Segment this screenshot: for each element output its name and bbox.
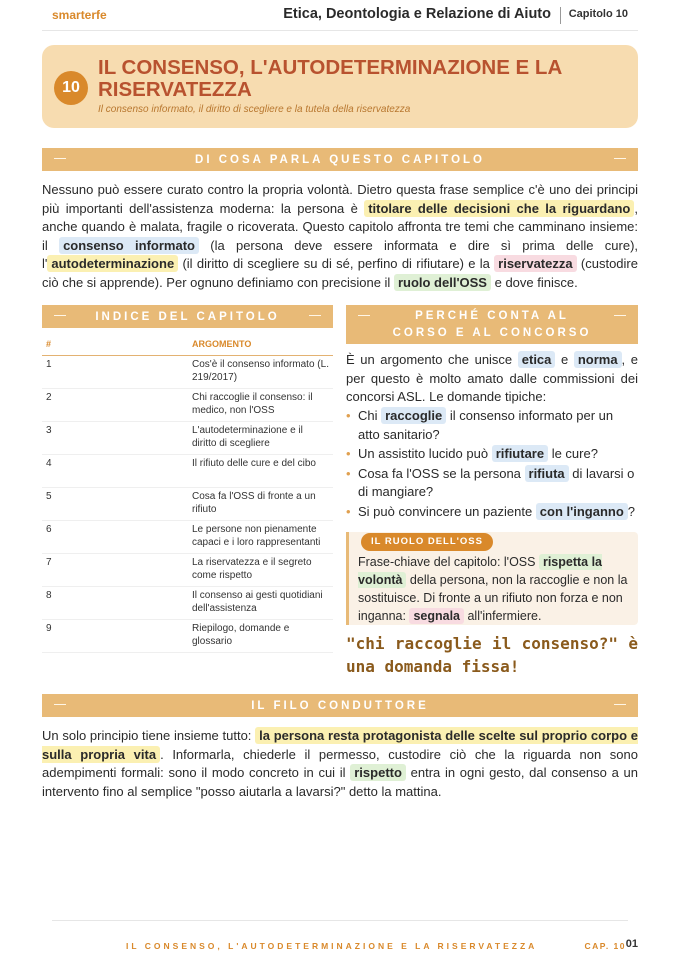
chapter-label: Capitolo 10 xyxy=(568,8,628,20)
row-topic: Il consenso ai gesti quotidiani dell'assistenza xyxy=(188,587,333,620)
footer-chapter-label: CAP. 10 xyxy=(584,941,626,951)
page-number: 01 xyxy=(625,938,638,950)
typical-questions-list xyxy=(346,407,638,523)
intro-text-1: Nessuno può essere curato contro la propria volontà. Dietro questa frase semplice c'è uno dei principi più importanti dell'assistenza moderna: la persona è xyxy=(42,182,638,216)
row-topic: Le persone non pienamente capaci e i loro rappresentanti xyxy=(188,521,333,554)
role-text-2: della persona, non la raccoglie e non la sostituisce. Di fronte a un rifiuto non forza e non inganna: xyxy=(358,573,628,623)
row-topic: L'autodeterminazione e il diritto di scegliere xyxy=(188,422,333,455)
heading-dash-right xyxy=(614,704,626,705)
table-row xyxy=(42,488,333,521)
oss-role-callout xyxy=(346,532,638,625)
table-row xyxy=(42,422,333,455)
list-item xyxy=(346,407,638,444)
footer-chapter-title: IL CONSENSO, L'AUTODETERMINAZIONE E LA RISERVATEZZA xyxy=(126,941,538,951)
highlight-persona-protagonista: la persona resta protagonista delle scelte sul proprio corpo e sulla propria vita xyxy=(42,728,638,762)
why-text-1: È un argomento che unisce xyxy=(346,352,518,367)
highlight-autodeterminazione: autodeterminazione xyxy=(47,255,178,272)
table-row xyxy=(42,521,333,554)
highlight-segnala: segnala xyxy=(409,608,464,624)
brand-name: smarterfe xyxy=(52,8,107,22)
highlight-titolare: titolare delle decisioni che la riguardano xyxy=(364,200,634,217)
chapter-hero xyxy=(42,45,638,128)
chapter-number-badge: 10 xyxy=(54,71,88,105)
row-topic: Riepilogo, domande e glossario xyxy=(188,620,333,653)
question-text: di lavarsi o di mangiare? xyxy=(358,465,635,500)
highlight-inganno: con l'inganno xyxy=(536,503,628,520)
question-text: Cosa fa l'OSS se la persona xyxy=(358,465,525,481)
why-heading-text: PERCHÉ CONTA AL CORSO E AL CONCORSO xyxy=(392,309,592,339)
table-row xyxy=(42,620,333,653)
row-number: 5 xyxy=(42,488,188,521)
bullet-icon: • xyxy=(346,465,351,481)
intro-heading-text: DI COSA PARLA QUESTO CAPITOLO xyxy=(195,153,485,166)
highlight-rifiuta: rifiuta xyxy=(525,465,569,482)
thread-text-2: . Informarla, chiederle il permesso, custodire ciò che la riguarda non sono adempimenti formali: sono il modo concreto in cui il xyxy=(42,746,638,781)
oss-role-text xyxy=(358,553,634,625)
bullet-icon: • xyxy=(346,503,351,519)
row-topic: Cosa fa l'OSS di fronte a un rifiuto xyxy=(188,488,333,521)
role-text-3: all'infermiere. xyxy=(464,609,542,623)
row-number: 4 xyxy=(42,455,188,488)
index-heading-text: INDICE DEL CAPITOLO xyxy=(95,310,280,323)
row-number: 3 xyxy=(42,422,188,455)
intro-text-6: e dove finisce. xyxy=(490,274,578,290)
intro-text-2: , anche quando è malata, fragile o ricoverata. Questo capitolo affronta tre temi che camminano insieme: il xyxy=(42,200,638,253)
page-header xyxy=(42,5,638,31)
thread-section-heading xyxy=(42,694,638,717)
row-number: 8 xyxy=(42,587,188,620)
row-number: 7 xyxy=(42,554,188,587)
highlight-ruolo-oss: ruolo dell'OSS xyxy=(394,274,491,291)
highlight-norma: norma xyxy=(574,351,622,368)
table-row xyxy=(42,455,333,488)
row-number: 2 xyxy=(42,389,188,422)
list-item xyxy=(346,445,638,464)
question-text: Chi xyxy=(358,408,382,423)
why-text-2: e xyxy=(555,352,574,367)
thread-paragraph xyxy=(42,727,638,801)
footer-divider xyxy=(52,920,628,921)
heading-dash-right xyxy=(614,158,626,159)
question-text: le cure? xyxy=(548,446,598,462)
intro-paragraph xyxy=(42,181,638,293)
thread-heading-text: IL FILO CONDUTTORE xyxy=(251,699,429,712)
table-row xyxy=(42,587,333,620)
chapter-index-table xyxy=(42,333,333,653)
column-header-topic: ARGOMENTO xyxy=(188,333,333,356)
question-text: Si può convincere un paziente xyxy=(358,503,536,519)
thread-text-3: entra in ogni gesto, dal consenso a un intervento fino al semplice "posso aiutarla a lavarsi?" detto la mattina. xyxy=(42,765,638,799)
row-number: 6 xyxy=(42,521,188,554)
heading-dash-right xyxy=(614,315,626,316)
heading-dash-left xyxy=(358,315,370,316)
row-topic: Chi raccoglie il consenso: il medico, non l'OSS xyxy=(188,389,333,422)
question-text: ? xyxy=(627,503,636,519)
question-text: Un assistito lucido può xyxy=(358,446,492,462)
book-title: Etica, Deontologia e Relazione di Aiuto xyxy=(283,6,551,22)
heading-dash-left xyxy=(54,158,66,159)
chapter-subtitle: Il consenso informato, il diritto di scegliere e la tutela della riservatezza xyxy=(98,104,411,115)
intro-text-3: (la persona deve essere informata e dire sì prima delle cure), l' xyxy=(42,237,639,272)
heading-dash-right xyxy=(309,315,321,316)
question-text: il consenso informato per un atto sanitario? xyxy=(358,408,614,442)
highlight-rispetta-volonta: rispetta la volontà xyxy=(358,555,603,587)
bullet-icon: • xyxy=(346,446,351,462)
handwritten-note: "chi raccoglie il consenso?" è una domanda fissa! xyxy=(346,634,638,676)
highlight-etica: etica xyxy=(518,351,556,368)
highlight-consenso-informato: consenso informato xyxy=(59,237,199,254)
why-section-heading xyxy=(346,305,638,344)
column-header-number: # xyxy=(42,333,188,356)
row-topic: Il rifiuto delle cure e del cibo xyxy=(188,455,333,488)
highlight-riservatezza: riservatezza xyxy=(494,255,576,272)
table-header-row xyxy=(42,333,333,356)
row-topic: La riservatezza e il segreto come rispetto xyxy=(188,554,333,587)
table-row xyxy=(42,389,333,422)
bullet-icon: • xyxy=(346,408,351,423)
table-row xyxy=(42,554,333,587)
heading-dash-left xyxy=(54,315,66,316)
row-number: 1 xyxy=(42,356,188,389)
row-topic: Cos'è il consenso informato (L. 219/2017) xyxy=(188,356,333,389)
header-divider xyxy=(560,7,561,24)
intro-text-5: (custodire ciò che si apprende). Per ognuno definiamo con precisione il xyxy=(42,256,638,290)
table-row xyxy=(42,356,333,389)
highlight-rifiutare: rifiutare xyxy=(492,445,548,462)
heading-dash-left xyxy=(54,704,66,705)
thread-text-1: Un solo principio tiene insieme tutto: xyxy=(42,728,256,743)
highlight-raccoglie: raccoglie xyxy=(381,407,446,424)
highlight-rispetto: rispetto xyxy=(350,764,406,781)
why-paragraph xyxy=(346,351,638,407)
list-item xyxy=(346,465,638,502)
list-item xyxy=(346,503,638,522)
role-text-1: Frase-chiave del capitolo: l'OSS xyxy=(358,555,539,569)
row-number: 9 xyxy=(42,620,188,653)
index-section-heading xyxy=(42,305,333,328)
intro-section-heading xyxy=(42,148,638,171)
intro-text-4: (il diritto di scegliere su di sé, perfino di rifiutare) e la xyxy=(178,256,495,272)
oss-role-tag: IL RUOLO DELL'OSS xyxy=(361,533,493,551)
why-text-3: , e per questo è molto amato dalle commissioni dei concorsi ASL. Le domande tipiche: xyxy=(346,352,638,405)
chapter-title: IL CONSENSO, L'AUTODETERMINAZIONE E LA RISERVATEZZA xyxy=(98,56,562,101)
